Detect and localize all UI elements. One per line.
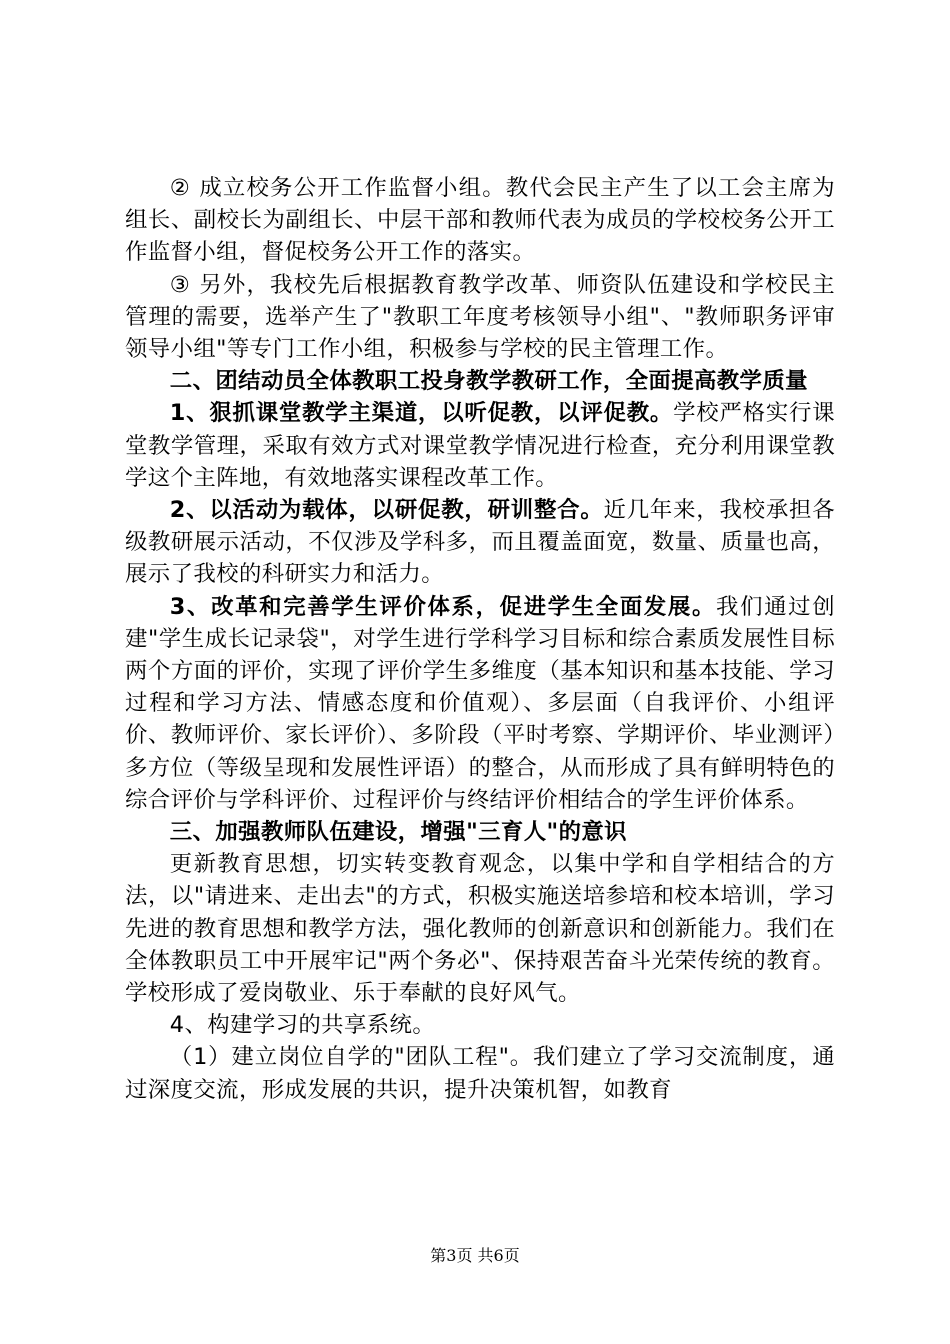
paragraph: 4、构建学习的共享系统。 <box>169 1012 436 1039</box>
section-heading: 二、团结动员全体教职工投身教学教研工作，全面提高教学质量 <box>169 368 808 395</box>
paragraph: 1、狠抓课堂教学主渠道，以听促教，以评促教。学校严格实行课堂教学管理，采取有效方式对课堂教学情况进行检查，充分利用课堂教学这个主阵地，有效地落实课程改革工作。 <box>125 400 835 491</box>
paragraph: ② 成立校务公开工作监督小组。教代会民主产生了以工会主席为组长、副校长为副组长、中层干部和教师代表为成员的学校校务公开工作监督小组，督促校务公开工作的落实。 <box>125 175 835 266</box>
paragraph: 3、改革和完善学生评价体系，促进学生全面发展。我们通过创建"学生成长记录袋"，对学生进行学科学习目标和综合素质发展性目标两个方面的评价，实现了评价学生多维度（基本知识和基本技能、学习过程和学习方法、情感态度和价值观）、多层面（自我评价、小组评价、教师评价、家长评价）、多阶段（平时考察、学期评价、毕业测评）多方位（等级呈现和发展性评语）的整合，从而形成了具有鲜明特色的综合评价与学科评价、过程评价与终结评价相结合的学生评价体系。 <box>125 593 836 813</box>
paragraph: 更新教育思想，切实转变教育观念，以集中学和自学相结合的方法，以"请进来、走出去"的方式，积极实施送培参培和校本培训，学习先进的教育思想和教学方法，强化教师的创新意识和创新能力。我们在全体教职员工中开展牢记"两个务必"、保持艰苦奋斗光荣传统的教育。学校形成了爱岗敬业、乐于奉献的良好风气。 <box>125 851 835 1007</box>
paragraph: （1）建立岗位自学的"团队工程"。我们建立了学习交流制度，通过深度交流，形成发展的共识，提升决策机智，如教育 <box>125 1044 835 1103</box>
document-body <box>125 172 835 1106</box>
section-heading: 三、加强教师队伍建设，增强"三育人"的意识 <box>169 819 627 846</box>
paragraph: 2、以活动为载体，以研促教，研训整合。近几年来，我校承担各级教研展示活动，不仅涉及学科多，而且覆盖面宽，数量、质量也高，展示了我校的科研实力和活力。 <box>125 497 835 588</box>
paragraph: ③ 另外，我校先后根据教育教学改革、师资队伍建设和学校民主管理的需要，选举产生了"教职工年度考核领导小组"、"教师职务评审领导小组"等专门工作小组，积极参与学校的民主管理工作。 <box>125 271 835 363</box>
page-footer: 第3页 共6页 <box>430 1246 520 1265</box>
